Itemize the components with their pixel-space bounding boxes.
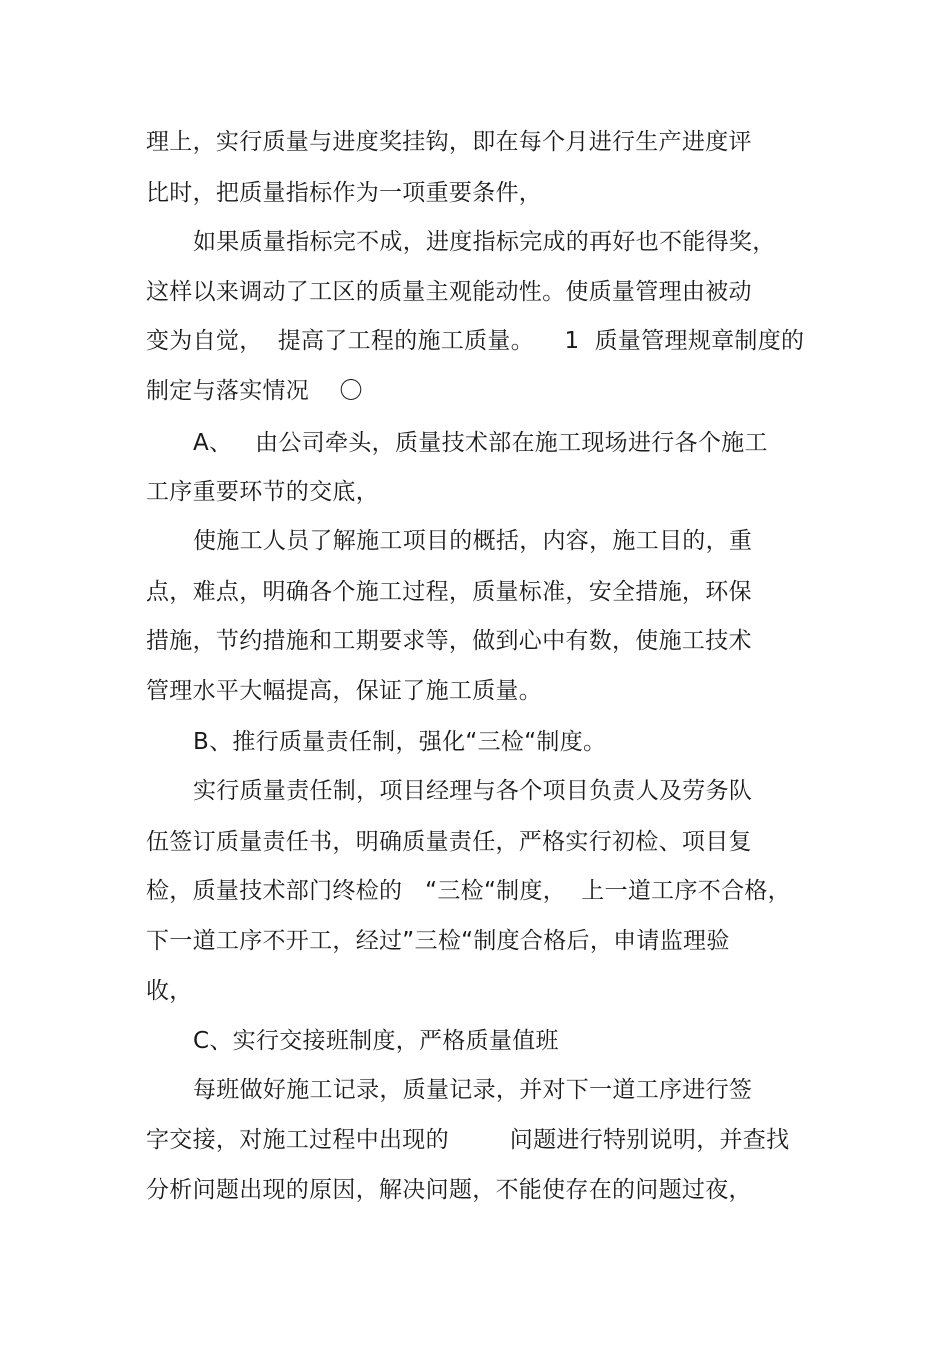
text-line: 制定与落实情况 〇: [146, 378, 363, 404]
text-line: 比时，把质量指标作为一项重要条件，: [146, 180, 543, 206]
section-a-heading: A、 由公司牵头，质量技术部在施工现场进行各个施工: [193, 430, 768, 456]
text-line: 下一道工序不开工，经过”三检“制度合格后，申请监理验: [146, 928, 730, 954]
text-line: 工序重要环节的交底，: [146, 479, 379, 505]
paragraph-start-line: 使施工人员了解施工项目的概括，内容，施工目的，重: [193, 528, 753, 554]
text-line: 变为自觉， 提高了工程的施工质量。 1 质量管理规章制度的: [146, 328, 805, 354]
text-line: 管理水平大幅提高，保证了施工质量。: [146, 678, 543, 704]
paragraph-start-line: 实行质量责任制，项目经理与各个项目负责人及劳务队: [193, 778, 753, 804]
text-line: 点，难点，明确各个施工过程，质量标准，安全措施，环保: [146, 579, 752, 605]
section-b-heading: B、推行质量责任制，强化“三检“制度。: [193, 729, 607, 755]
text-line: 分析问题出现的原因，解决问题，不能使存在的问题过夜，: [146, 1177, 752, 1203]
text-line: 这样以来调动了工区的质量主观能动性。使质量管理由被动: [146, 279, 752, 305]
section-c-heading: C、实行交接班制度，严格质量值班: [193, 1028, 559, 1054]
text-line: 措施，节约措施和工期要求等，做到心中有数，使施工技术: [146, 628, 752, 654]
paragraph-start-line: 如果质量指标完不成，进度指标完成的再好也不能得奖，: [193, 229, 776, 255]
text-line: 检，质量技术部门终检的 “三检“制度， 上一道工序不合格，: [146, 878, 791, 904]
text-line: 伍签订质量责任书，明确质量责任，严格实行初检、项目复: [146, 829, 752, 855]
text-line: 字交接，对施工过程中出现的 问题进行特别说明，并查找: [146, 1127, 790, 1153]
text-line: 理上，实行质量与进度奖挂钩，即在每个月进行生产进度评: [146, 129, 752, 155]
paragraph-start-line: 每班做好施工记录，质量记录，并对下一道工序进行签: [193, 1077, 753, 1103]
text-line: 收，: [146, 978, 193, 1004]
